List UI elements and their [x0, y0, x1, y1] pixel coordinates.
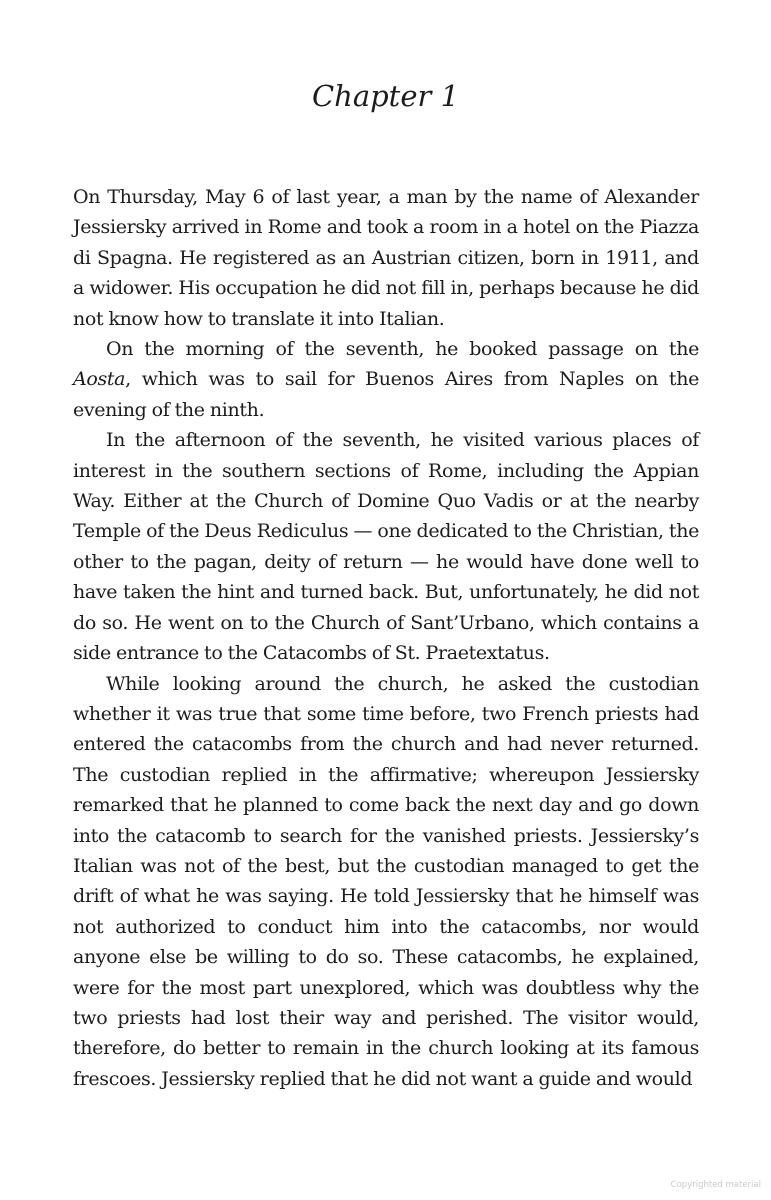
chapter-body: [73, 182, 699, 1094]
paragraph-text: , which was to sail for Buenos Aires from Naples on the evening of the ninth.: [73, 368, 699, 421]
copyright-notice: Copyrighted material: [670, 1180, 761, 1190]
paragraph: [73, 334, 699, 425]
paragraph: [73, 425, 699, 668]
chapter-title: Chapter 1: [311, 79, 460, 113]
paragraph-text: On the morning of the seventh, he booked passage on the: [106, 338, 699, 361]
ship-name: Aosta: [73, 368, 126, 391]
paragraph-text: While looking around the church, he asked the custodian whether it was true that some time before, two French priests had entered the catacombs from the church and had never returned. The custodian replied in the affirmative; whereupon Jessiersky remarked that he planned to come back the next day and go down into the catacomb to search for the vanished priests. Jessiersky’s Italian was not of the best, but the custodian managed to get the drift of what he was saying. He told Jessiersky that he himself was not authorized to conduct him into the catacombs, nor would anyone else be willing to do so. These catacombs, he explained, were for the most part unexplored, which was doubtless why the two priests had lost their way and perished. The visitor would, therefore, do better to remain in the church looking at its famous frescoes. Jessiersky replied that he did not want a guide and would: [73, 672, 699, 1090]
paragraph: [73, 669, 699, 1095]
paragraph: [73, 182, 699, 334]
paragraph-text: On Thursday, May 6 of last year, a man by the name of Alexander Jessiersky arrived in Rome and took a room in a hotel on the Piazza di Spagna. He registered as an Austrian citizen, born in 1911, and a widower. His occupation he did not fill in, perhaps because he did not know how to translate it into Italian.: [73, 186, 699, 330]
paragraph-text: In the afternoon of the seventh, he visited various places of interest in the southern sections of Rome, including the Appian Way. Either at the Church of Domine Quo Vadis or at the nearby Temple of the Deus Rediculus — one dedicated to the Christian, the other to the pagan, deity of return — he would have done well to have taken the hint and turned back. But, unfortunately, he did not do so. He went on to the Church of Sant’Urbano, which contains a side entrance to the Catacombs of St. Praetextatus.: [73, 429, 699, 665]
